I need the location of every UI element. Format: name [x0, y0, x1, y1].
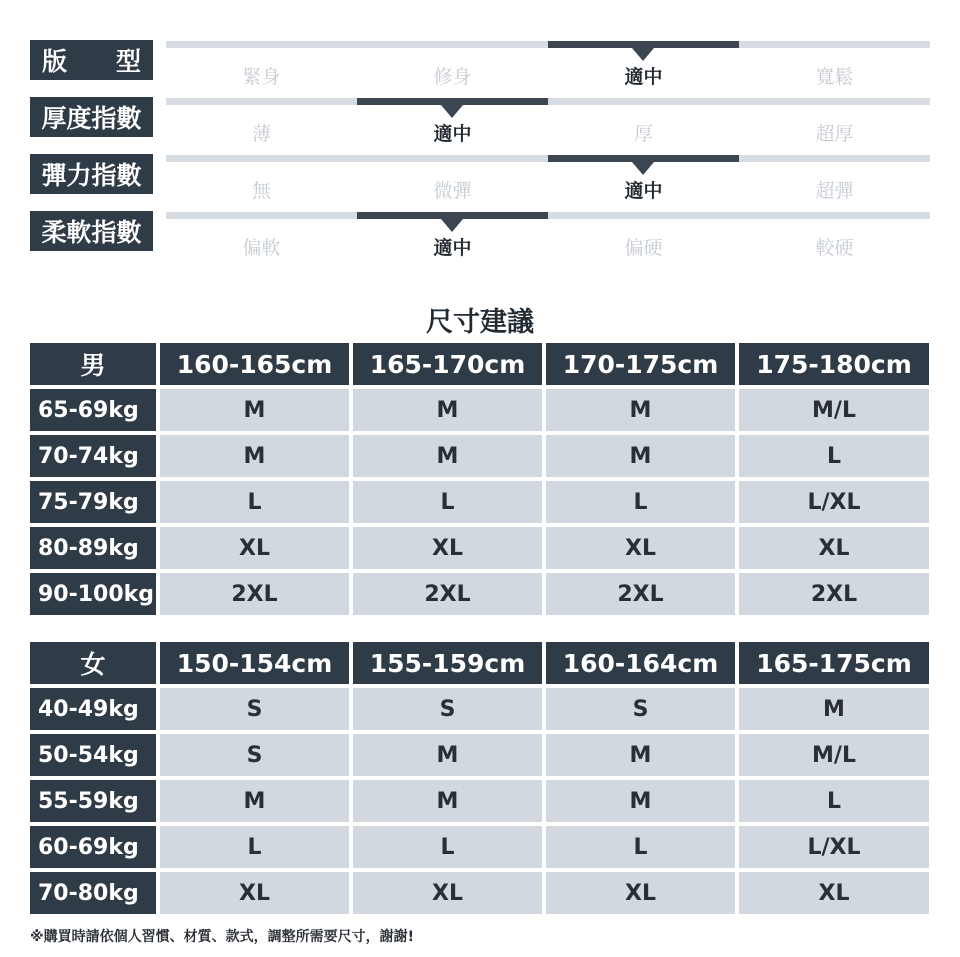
- attribute-option: 寬鬆: [815, 66, 854, 88]
- size-section-title: 尺寸建議: [426, 307, 534, 338]
- size-cell: M: [160, 435, 349, 477]
- attribute-scale-bar: [166, 155, 930, 162]
- height-column-header: 175-180cm: [739, 343, 929, 385]
- size-cell: L/XL: [739, 826, 929, 868]
- gender-header: 女: [30, 642, 156, 684]
- size-cell: XL: [546, 527, 735, 569]
- attribute-label: [30, 40, 153, 80]
- active-marker-icon: [441, 105, 463, 118]
- size-cell: M: [353, 435, 542, 477]
- attribute-option: 超厚: [815, 123, 854, 145]
- weight-row-header: 55-59kg: [30, 780, 156, 822]
- active-segment: [357, 98, 548, 105]
- weight-row-header: 70-80kg: [30, 872, 156, 914]
- size-cell: M: [546, 780, 735, 822]
- active-segment: [548, 41, 739, 48]
- size-cell: L/XL: [739, 481, 929, 523]
- height-column-header: 165-175cm: [739, 642, 929, 684]
- size-cell: M: [353, 734, 542, 776]
- attribute-option: 超彈: [815, 180, 854, 202]
- active-segment: [548, 155, 739, 162]
- weight-row-header: 40-49kg: [30, 688, 156, 730]
- size-cell: M: [546, 435, 735, 477]
- attribute-option: 適中: [433, 123, 472, 145]
- attribute-option: 適中: [624, 180, 663, 202]
- size-cell: 2XL: [739, 573, 929, 615]
- size-cell: S: [353, 688, 542, 730]
- weight-row-header: 75-79kg: [30, 481, 156, 523]
- attribute-option: 厚: [633, 123, 653, 145]
- size-cell: M: [739, 688, 929, 730]
- attribute-scale-bar: [166, 41, 930, 48]
- attribute-scale-bar: [166, 212, 930, 219]
- active-marker-icon: [632, 162, 654, 175]
- attribute-row: [0, 40, 960, 96]
- attribute-option: 較硬: [815, 237, 854, 259]
- size-cell: XL: [160, 527, 349, 569]
- weight-row-header: 80-89kg: [30, 527, 156, 569]
- size-cell: L: [353, 826, 542, 868]
- size-cell: XL: [353, 527, 542, 569]
- size-cell: S: [546, 688, 735, 730]
- size-cell: 2XL: [546, 573, 735, 615]
- height-column-header: 160-165cm: [160, 343, 349, 385]
- gender-header: 男: [30, 343, 156, 385]
- height-column-header: 150-154cm: [160, 642, 349, 684]
- active-marker-icon: [441, 219, 463, 232]
- attribute-label: 柔軟指數: [30, 211, 153, 251]
- size-cell: M: [353, 780, 542, 822]
- size-cell: XL: [739, 872, 929, 914]
- weight-row-header: 60-69kg: [30, 826, 156, 868]
- weight-row-header: 65-69kg: [30, 389, 156, 431]
- size-cell: M/L: [739, 389, 929, 431]
- size-cell: XL: [353, 872, 542, 914]
- size-cell: M: [546, 389, 735, 431]
- height-column-header: 160-164cm: [546, 642, 735, 684]
- size-cell: M/L: [739, 734, 929, 776]
- attribute-row: [0, 97, 960, 153]
- size-cell: 2XL: [160, 573, 349, 615]
- size-cell: 2XL: [353, 573, 542, 615]
- size-cell: M: [353, 389, 542, 431]
- attribute-option: 薄: [251, 123, 271, 145]
- size-cell: S: [160, 688, 349, 730]
- height-column-header: 165-170cm: [353, 343, 542, 385]
- active-marker-icon: [632, 48, 654, 61]
- size-cell: L: [353, 481, 542, 523]
- attribute-option: 適中: [624, 66, 663, 88]
- size-cell: L: [160, 826, 349, 868]
- attribute-option: 微彈: [433, 180, 472, 202]
- attribute-option: 修身: [433, 66, 472, 88]
- active-segment: [357, 212, 548, 219]
- size-cell: L: [160, 481, 349, 523]
- height-column-header: 155-159cm: [353, 642, 542, 684]
- size-cell: L: [546, 481, 735, 523]
- height-column-header: 170-175cm: [546, 343, 735, 385]
- weight-row-header: 90-100kg: [30, 573, 156, 615]
- footnote: ※購買時請依個人習慣、材質、款式，調整所需要尺寸，謝謝!: [30, 929, 414, 945]
- attribute-option: 無: [251, 180, 271, 202]
- size-cell: S: [160, 734, 349, 776]
- attribute-option: 偏軟: [242, 237, 281, 259]
- size-cell: L: [739, 435, 929, 477]
- size-cell: L: [739, 780, 929, 822]
- attribute-label-char: 版: [42, 47, 68, 76]
- size-cell: M: [160, 389, 349, 431]
- attribute-label-char: 型: [115, 47, 141, 76]
- attribute-option: 適中: [433, 237, 472, 259]
- attribute-scale-bar: [166, 98, 930, 105]
- weight-row-header: 50-54kg: [30, 734, 156, 776]
- attribute-option: 偏硬: [624, 237, 663, 259]
- attribute-label: 彈力指數: [30, 154, 153, 194]
- size-cell: M: [160, 780, 349, 822]
- attribute-row: [0, 211, 960, 267]
- size-cell: XL: [739, 527, 929, 569]
- weight-row-header: 70-74kg: [30, 435, 156, 477]
- size-cell: M: [546, 734, 735, 776]
- size-cell: L: [546, 826, 735, 868]
- size-cell: XL: [546, 872, 735, 914]
- attribute-row: [0, 154, 960, 210]
- size-cell: XL: [160, 872, 349, 914]
- attribute-label: 厚度指數: [30, 97, 153, 137]
- attribute-option: 緊身: [242, 66, 281, 88]
